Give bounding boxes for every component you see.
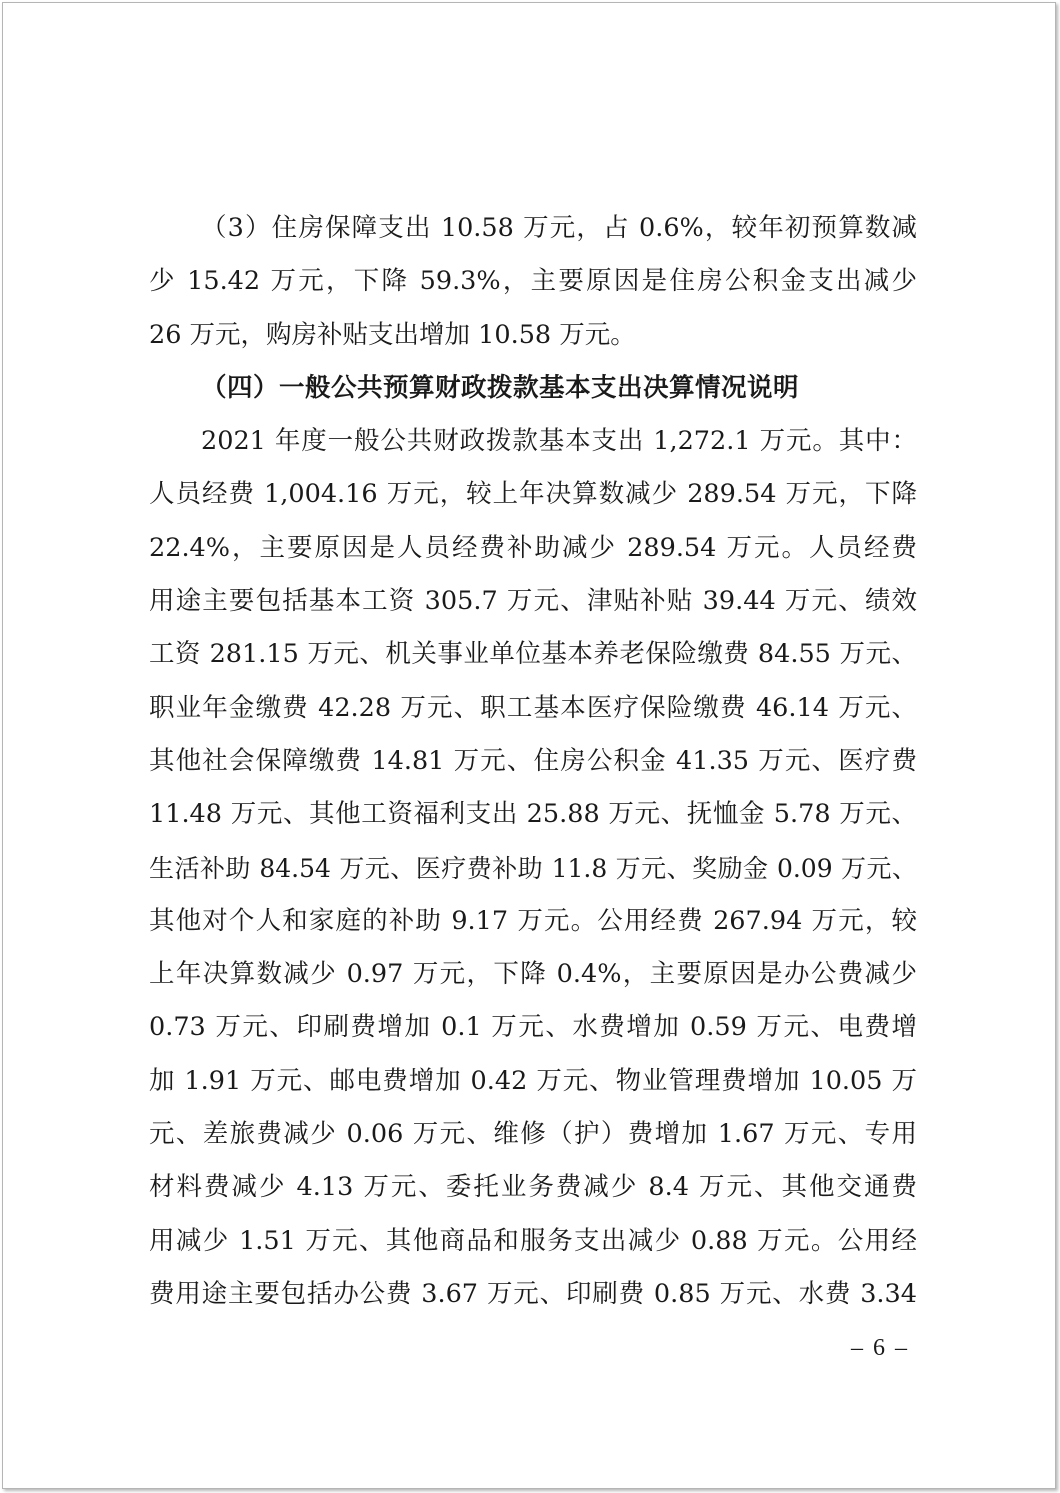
text-line: 其他社会保障缴费 14.81 万元、住房公积金 41.35 万元、医疗费 xyxy=(149,745,917,776)
text-line: （3）住房保障支出 10.58 万元，占 0.6%，较年初预算数减 xyxy=(201,213,917,243)
text-line: 上年决算数减少 0.97 万元，下降 0.4%，主要原因是办公费减少 xyxy=(149,959,917,990)
text-line: 人员经费 1,004.16 万元，较上年决算数减少 289.54 万元，下降 xyxy=(149,479,917,510)
text-line: 2021 年度一般公共财政拨款基本支出 1,272.1 万元。其中： xyxy=(201,426,917,457)
text-line: 用减少 1.51 万元、其他商品和服务支出减少 0.88 万元。公用经 xyxy=(149,1225,917,1256)
text-line: 少 15.42 万元，下降 59.3%，主要原因是住房公积金支出减少 xyxy=(149,266,917,297)
text-line: 生活补助 84.54 万元、医疗费补助 11.8 万元、奖励金 0.09 万元、 xyxy=(149,853,917,883)
section-heading: （四）一般公共预算财政拨款基本支出决算情况说明 xyxy=(201,372,800,403)
document-page xyxy=(2,2,1056,1489)
text-line: 材料费减少 4.13 万元、委托业务费减少 8.4 万元、其他交通费 xyxy=(149,1172,917,1203)
text-line: 费用途主要包括办公费 3.67 万元、印刷费 0.85 万元、水费 3.34 xyxy=(149,1278,917,1309)
text-line: 11.48 万元、其他工资福利支出 25.88 万元、抚恤金 5.78 万元、 xyxy=(149,799,917,830)
text-line: 加 1.91 万元、邮电费增加 0.42 万元、物业管理费增加 10.05 万 xyxy=(149,1065,917,1096)
body-text xyxy=(149,202,917,1321)
page-number: – 6 – xyxy=(851,1335,909,1361)
text-line: 0.73 万元、印刷费增加 0.1 万元、水费增加 0.59 万元、电费增 xyxy=(149,1012,917,1043)
text-line: 职业年金缴费 42.28 万元、职工基本医疗保险缴费 46.14 万元、 xyxy=(149,692,917,723)
text-line: 22.4%，主要原因是人员经费补助减少 289.54 万元。人员经费 xyxy=(149,532,917,563)
text-line: 工资 281.15 万元、机关事业单位基本养老保险缴费 84.55 万元、 xyxy=(149,639,917,670)
text-line: 用途主要包括基本工资 305.7 万元、津贴补贴 39.44 万元、绩效 xyxy=(149,586,917,617)
text-line: 其他对个人和家庭的补助 9.17 万元。公用经费 267.94 万元，较 xyxy=(149,905,917,936)
text-line: 26 万元，购房补贴支出增加 10.58 万元。 xyxy=(149,319,636,350)
text-line: 元、差旅费减少 0.06 万元、维修（护）费增加 1.67 万元、专用 xyxy=(149,1119,917,1150)
